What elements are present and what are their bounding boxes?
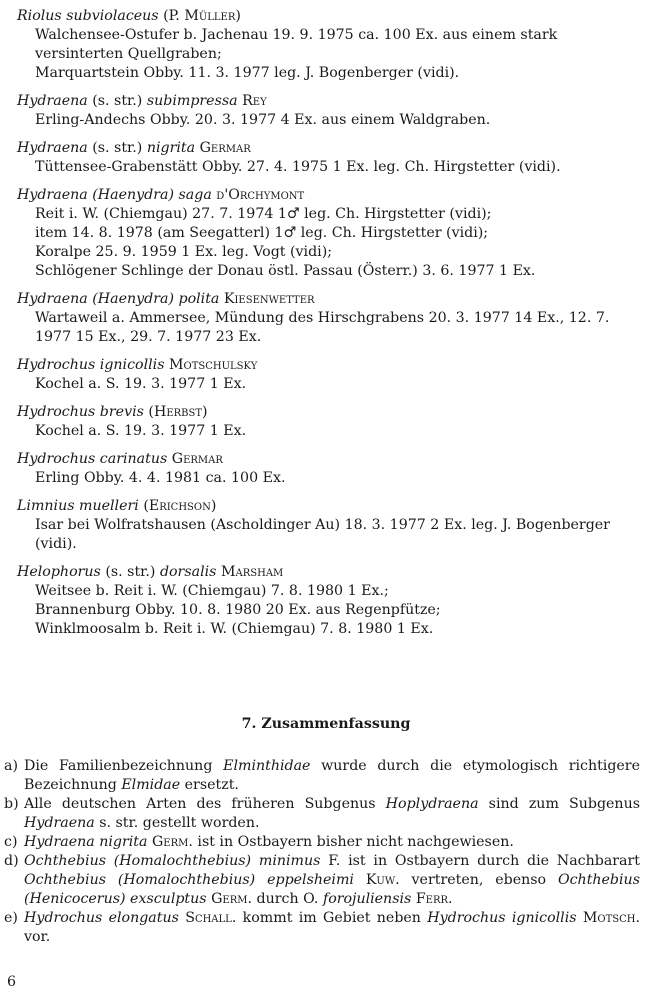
summary-text-part: vor. (24, 929, 51, 945)
summary-text-part: Hydrochus elongatus (24, 910, 179, 926)
record-line: Reit i. W. (Chiemgau) 27. 7. 1974 1♂ leg. Ch. Hirgstetter (vidi); (35, 206, 492, 222)
subgenus: (s. str.) (92, 140, 143, 156)
summary-text-part: wurde durch die etymologisch richtigere Bezeichnung (24, 758, 640, 793)
summary-text-part: Hoplydraena (385, 796, 479, 812)
subgenus: (s. str.) (92, 93, 143, 109)
record-line: Erling-Andechs Obby. 20. 3. 1977 4 Ex. aus einem Waldgraben. (35, 112, 491, 128)
summary-item (4, 757, 640, 795)
species-records-list (17, 7, 642, 648)
section-heading: 7. Zusammenfassung (241, 716, 411, 732)
summary-text-part: ersetzt. (180, 777, 239, 793)
summary-label: b) (4, 796, 19, 812)
page-number: 6 (7, 974, 17, 990)
summary-text-part: Ochthebius (Homalochthebius) eppelsheimi (24, 872, 354, 888)
genus-name: Hydrochus brevis (17, 404, 144, 420)
record-line: Tüttensee-Grabenstätt Obby. 27. 4. 1975 1 Ex. leg. Ch. Hirgstetter (vidi). (35, 159, 561, 175)
summary-text (24, 833, 640, 852)
species-heading (17, 92, 642, 111)
summary-text-part: vertreten, ebenso (399, 872, 558, 888)
summary-text (24, 909, 640, 947)
summary-label: c) (4, 834, 18, 850)
subgenus: (s. str.) (105, 564, 156, 580)
summary-text-part: Germ. (151, 834, 193, 850)
summary-text-part: Ochthebius (Henicocerus) exsculptus (24, 872, 640, 907)
species-entry (17, 186, 642, 281)
species-name: subimpressa (146, 93, 238, 109)
species-entry (17, 290, 642, 347)
summary-item (4, 909, 640, 947)
species-name: nigrita (146, 140, 196, 156)
summary-text-part: Motsch. (582, 910, 641, 926)
species-author: Germar (171, 451, 223, 467)
summary-text-part: Schall. (185, 910, 237, 926)
summary-text-part: Hydraena (24, 815, 95, 831)
record-line: Schlögener Schlinge der Donau östl. Passau (Österr.) 3. 6. 1977 1 Ex. (35, 263, 536, 279)
species-heading (17, 139, 642, 158)
summary-text-part: Die Familienbezeichnung (24, 758, 224, 774)
species-heading (17, 7, 642, 26)
species-entry (17, 450, 642, 488)
summary-text-part: s. str. gestellt worden. (94, 815, 260, 831)
summary-text-part: forojuliensis (322, 891, 412, 907)
species-entry (17, 139, 642, 177)
species-name: dorsalis (159, 564, 217, 580)
species-heading (17, 450, 642, 469)
genus-name: Riolus subviolaceus (17, 8, 159, 24)
species-heading (17, 290, 642, 309)
species-entry (17, 497, 642, 554)
species-author: (P. Müller) (163, 8, 241, 24)
record-line: Erling Obby. 4. 4. 1981 ca. 100 Ex. (35, 470, 286, 486)
species-entry (17, 403, 642, 441)
summary-label: a) (4, 758, 18, 774)
species-entry (17, 7, 642, 83)
species-heading (17, 497, 642, 516)
genus-name: Hydraena (Haenydra) polita (17, 291, 220, 307)
species-entry (17, 92, 642, 130)
summary-label: d) (4, 853, 19, 869)
summary-text (24, 757, 640, 795)
species-heading (17, 403, 642, 422)
species-author: Marsham (220, 564, 284, 580)
summary-text-part: Kuw. (365, 872, 400, 888)
genus-name: Hydraena (Haenydra) saga (17, 187, 212, 203)
species-author: (Erichson) (143, 498, 217, 514)
record-line: Koralpe 25. 9. 1959 1 Ex. leg. Vogt (vidi); (35, 244, 333, 260)
summary-text-part: Hydrochus ignicollis (427, 910, 577, 926)
species-author: Rey (242, 93, 267, 109)
summary-text-part: ist in Ostbayern bisher nicht nachgewiesen. (192, 834, 514, 850)
record-line: Walchensee-Ostufer b. Jachenau 19. 9. 1975 ca. 100 Ex. aus einem stark versinterten Quellgraben; (35, 27, 558, 62)
species-heading (17, 563, 642, 582)
summary-text-part: durch O. (252, 891, 323, 907)
species-author: Germar (199, 140, 251, 156)
species-heading (17, 356, 642, 375)
summary-list (4, 757, 640, 947)
genus-name: Hydrochus ignicollis (17, 357, 165, 373)
genus-name: Limnius muelleri (17, 498, 139, 514)
record-line: Wartaweil a. Ammersee, Mündung des Hirschgrabens 20. 3. 1977 14 Ex., 12. 7. 1977 15 Ex., 29. 7. 1977 23 Ex. (35, 310, 610, 345)
summary-text-part (354, 872, 366, 888)
summary-text-part: Ferr. (415, 891, 453, 907)
summary-item (4, 852, 640, 909)
summary-text (24, 852, 640, 909)
summary-item (4, 795, 640, 833)
summary-text-part: kommt im Gebiet neben (236, 910, 428, 926)
species-author: Kiesenwetter (223, 291, 315, 307)
species-entry (17, 356, 642, 394)
summary-text-part: Alle deutschen Arten des früheren Subgenus (24, 796, 386, 812)
genus-name: Hydrochus carinatus (17, 451, 168, 467)
record-line: Kochel a. S. 19. 3. 1977 1 Ex. (35, 423, 247, 439)
record-line: item 14. 8. 1978 (am Seegatterl) 1♂ leg. Ch. Hirgstetter (vidi); (35, 225, 489, 241)
record-line: Marquartstein Obby. 11. 3. 1977 leg. J. Bogenberger (vidi). (35, 65, 460, 81)
summary-text-part: Elmidae (121, 777, 181, 793)
summary-text-part: Hydraena nigrita (24, 834, 148, 850)
record-line: Kochel a. S. 19. 3. 1977 1 Ex. (35, 376, 247, 392)
summary-text-part: sind zum Subgenus (478, 796, 640, 812)
species-author: Motschulsky (169, 357, 258, 373)
summary-text-part: Elminthidae (223, 758, 311, 774)
summary-text-part: Germ. (211, 891, 252, 907)
summary-label: e) (4, 910, 18, 926)
summary-item (4, 833, 640, 852)
summary-text-part: Ochthebius (Homalochthebius) minimus (24, 853, 321, 869)
species-heading (17, 186, 642, 205)
species-author: d'Orchymont (216, 187, 305, 203)
record-line: Isar bei Wolfratshausen (Ascholdinger Au) 18. 3. 1977 2 Ex. leg. J. Bogenberger (vidi). (35, 517, 610, 552)
record-line: Weitsee b. Reit i. W. (Chiemgau) 7. 8. 1980 1 Ex.; (35, 583, 389, 599)
species-entry (17, 563, 642, 639)
genus-name: Hydraena (17, 140, 88, 156)
genus-name: Helophorus (17, 564, 101, 580)
species-author: (Herbst) (148, 404, 208, 420)
summary-text (24, 795, 640, 833)
record-line: Winklmoosalm b. Reit i. W. (Chiemgau) 7. 8. 1980 1 Ex. (35, 621, 434, 637)
genus-name: Hydraena (17, 93, 88, 109)
summary-text-part: F. ist in Ostbayern durch die Nachbarart (320, 853, 641, 869)
record-line: Brannenburg Obby. 10. 8. 1980 20 Ex. aus Regenpfütze; (35, 602, 441, 618)
